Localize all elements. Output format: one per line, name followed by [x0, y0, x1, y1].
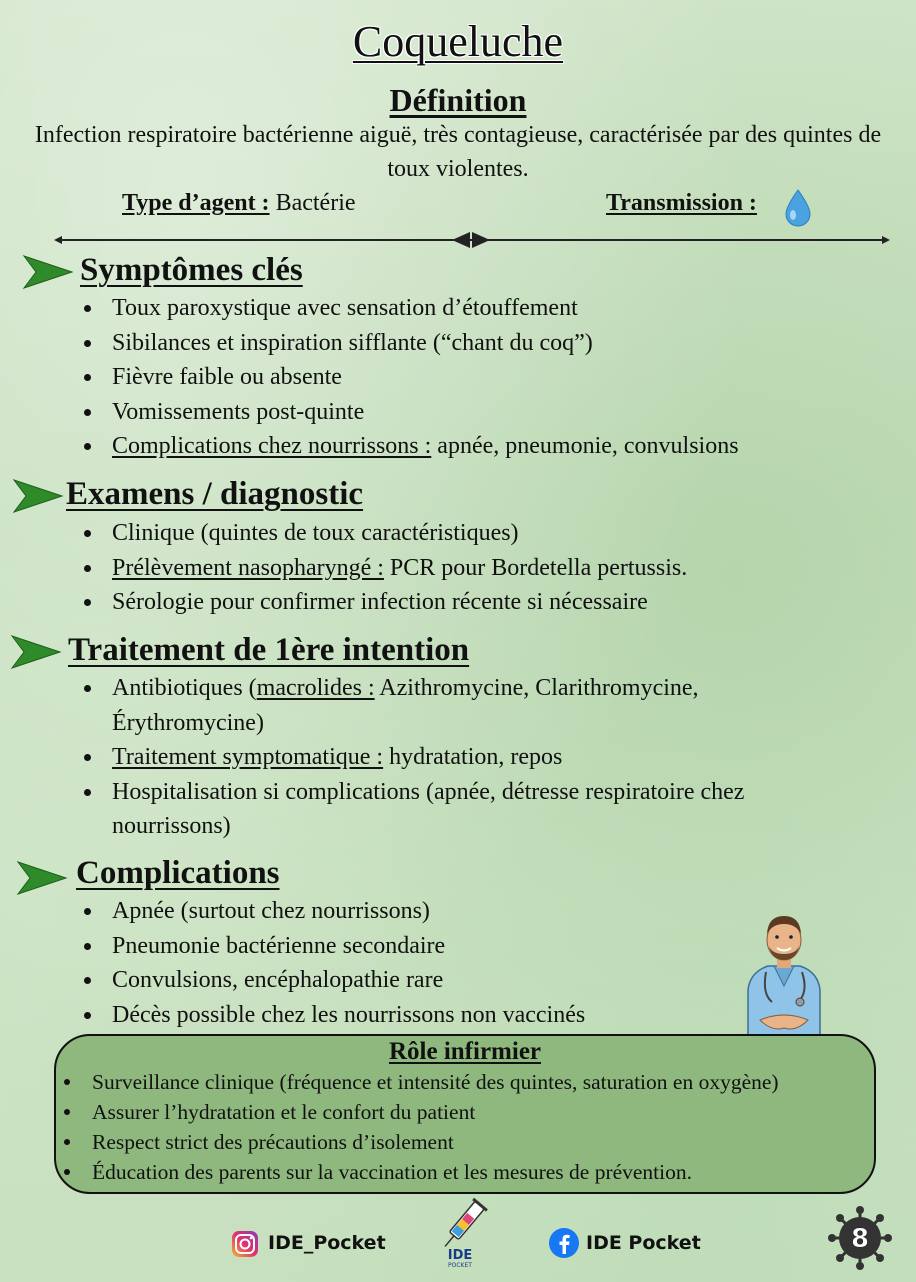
list-item: Vomissements post-quinte	[82, 395, 882, 430]
nurse-role-heading: Rôle infirmier	[388, 1038, 542, 1065]
list-item: Complications chez nourrissons : apnée, pneumonie, convulsions	[82, 429, 882, 464]
symptoms-list	[82, 291, 882, 464]
facebook-handle[interactable]: IDE Pocket	[586, 1232, 701, 1254]
list-item: Sérologie pour confirmer infection récente si nécessaire	[82, 585, 882, 620]
list-item: Convulsions, encéphalopathie rare	[82, 963, 722, 998]
definition-text: Infection respiratoire bactérienne aiguë, très contagieuse, caractérisée par des quintes de toux violentes.	[34, 122, 882, 182]
treatment-heading: Traitement de 1ère intention	[68, 632, 470, 668]
list-item: Respect strict des précautions d’isolement	[62, 1127, 872, 1157]
list-item: Assurer l’hydratation et le confort du patient	[62, 1097, 872, 1127]
list-item: Surveillance clinique (fréquence et intensité des quintes, saturation en oxygène)	[62, 1067, 872, 1097]
complications-list	[82, 894, 722, 1032]
list-item: Prélèvement nasopharyngé : PCR pour Bordetella pertussis.	[82, 551, 882, 586]
instagram-icon[interactable]	[230, 1229, 260, 1259]
agent-type	[122, 190, 356, 217]
treatment-list	[82, 671, 842, 844]
green-arrow-icon	[16, 860, 68, 896]
complications-heading: Complications	[76, 855, 280, 891]
instagram-handle[interactable]: IDE_Pocket	[268, 1232, 386, 1254]
list-item: Pneumonie bactérienne secondaire	[82, 929, 722, 964]
list-item: Apnée (surtout chez nourrissons)	[82, 894, 722, 929]
page-number: 8	[850, 1224, 870, 1254]
svg-text:IDE: IDE	[447, 1248, 473, 1263]
list-item: Fièvre faible ou absente	[82, 360, 882, 395]
green-arrow-icon	[22, 254, 74, 290]
transmission	[606, 190, 757, 217]
section-divider	[54, 230, 890, 250]
page-title: Coqueluche	[352, 17, 564, 66]
list-item: Hospitalisation si complications (apnée, détresse respiratoire chez nourrissons)	[82, 775, 842, 844]
list-item: Toux paroxystique avec sensation d’étouffement	[82, 291, 882, 326]
agent-type-label: Type d’agent :	[122, 190, 270, 216]
list-item: Clinique (quintes de toux caractéristiques)	[82, 516, 882, 551]
syringe-logo-icon	[430, 1195, 496, 1269]
list-item: Sibilances et inspiration sifflante (“chant du coq”)	[82, 326, 882, 361]
virus-badge-icon	[828, 1206, 892, 1270]
list-item: Éducation des parents sur la vaccination et les mesures de prévention.	[62, 1157, 872, 1187]
nurse-illustration-icon	[738, 910, 830, 1036]
list-item: Traitement symptomatique : hydratation, repos	[82, 740, 842, 775]
droplet-icon	[783, 188, 813, 228]
facebook-icon[interactable]	[548, 1227, 580, 1259]
exams-list	[82, 516, 882, 620]
list-item: Décès possible chez les nourrissons non vaccinés	[82, 998, 722, 1033]
transmission-label: Transmission :	[606, 190, 757, 216]
green-arrow-icon	[10, 634, 62, 670]
svg-text:POCKET: POCKET	[448, 1262, 472, 1269]
green-arrow-icon	[12, 478, 64, 514]
definition-heading: Définition	[389, 82, 527, 118]
list-item: Antibiotiques (macrolides : Azithromycine, Clarithromycine, Érythromycine)	[82, 671, 842, 740]
exams-heading: Examens / diagnostic	[66, 476, 364, 512]
agent-type-value: Bactérie	[275, 190, 356, 216]
nurse-role-list	[62, 1067, 872, 1187]
symptoms-heading: Symptômes clés	[80, 252, 303, 288]
